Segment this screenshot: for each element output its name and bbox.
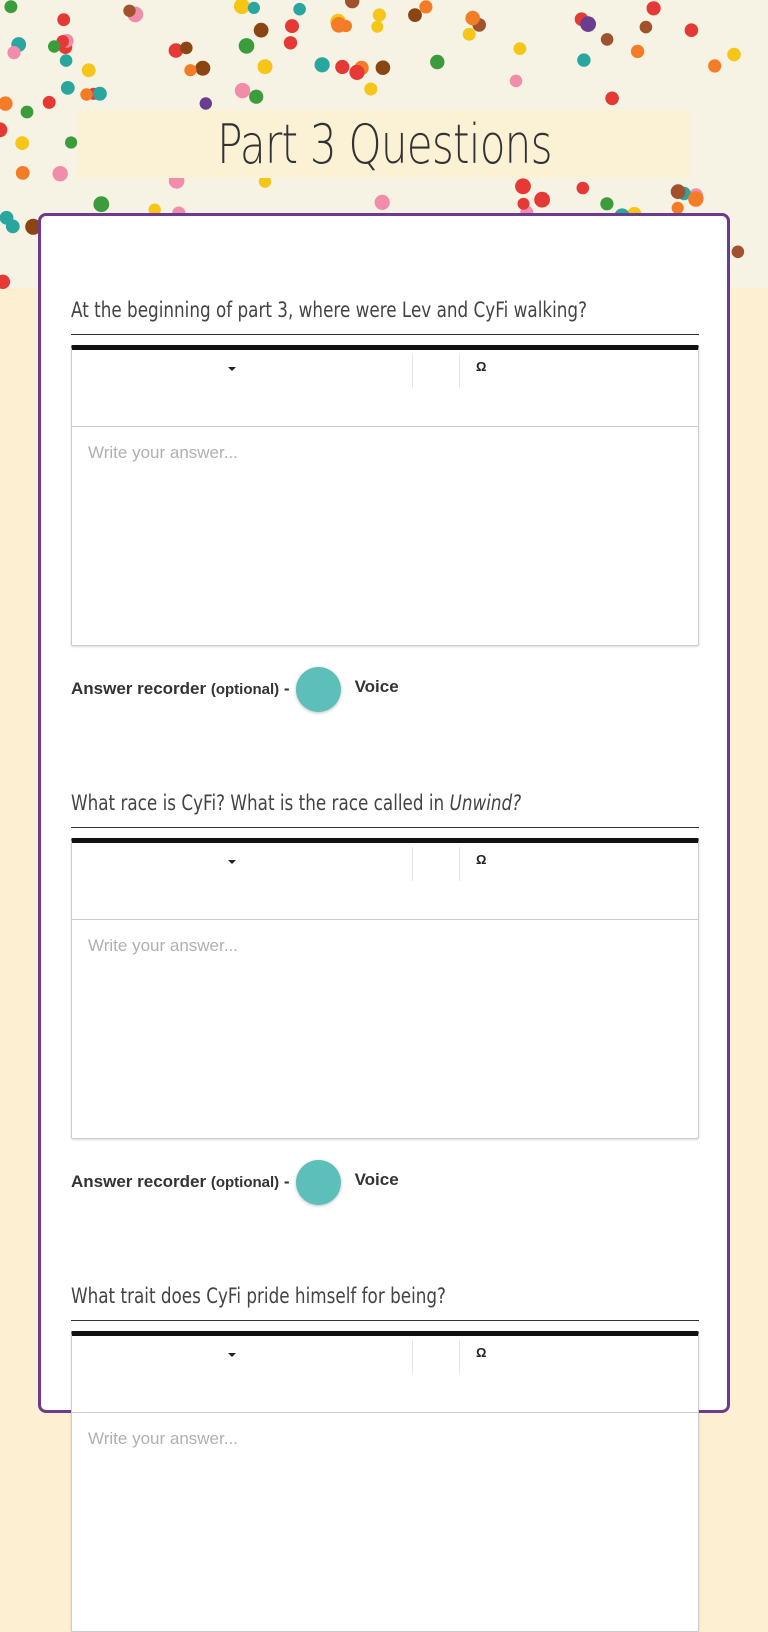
confetti-dot: [239, 38, 255, 54]
confetti-dot: [7, 46, 20, 59]
confetti-dot: [57, 13, 70, 26]
toolbar-divider: [412, 1340, 413, 1374]
answer-editor: [71, 838, 699, 1139]
confetti-dot: [419, 0, 432, 13]
confetti-dot: [577, 182, 590, 195]
confetti-dot: [43, 96, 56, 109]
confetti-dot: [600, 197, 613, 210]
confetti-dot: [430, 55, 444, 69]
answer-editor: [71, 345, 699, 646]
confetti-dot: [465, 11, 480, 26]
confetti-dot: [6, 220, 20, 234]
question-divider: [71, 1320, 699, 1321]
confetti-dot: [195, 61, 210, 76]
confetti-dot: [61, 81, 75, 95]
font-dropdown-icon[interactable]: [228, 367, 236, 371]
confetti-dot: [708, 59, 721, 72]
confetti-dot: [15, 136, 29, 150]
confetti-dot: [93, 196, 109, 212]
recorder-label: Answer recorder (optional) -: [71, 679, 290, 698]
editor-toolbar: [72, 1336, 698, 1413]
confetti-dot: [331, 17, 347, 33]
confetti-dot: [60, 54, 73, 67]
toolbar-divider: [412, 847, 413, 881]
editor-toolbar: [72, 843, 698, 920]
question-divider: [71, 334, 699, 335]
special-character-icon[interactable]: Ω: [476, 359, 487, 374]
confetti-dot: [285, 19, 299, 33]
confetti-dot: [335, 60, 349, 74]
question-divider: [71, 827, 699, 828]
question-text: What trait does CyFi pride himself for being?: [71, 1284, 446, 1308]
question-2: [71, 786, 699, 1205]
special-character-icon[interactable]: Ω: [476, 1345, 487, 1360]
voice-label: Voice: [354, 1170, 399, 1189]
confetti-dot: [235, 83, 250, 98]
answer-editor: [71, 1331, 699, 1632]
confetti-dot: [727, 48, 741, 62]
confetti-dot: [364, 83, 377, 96]
confetti-dot: [80, 88, 92, 100]
recorder-label: Answer recorder (optional) -: [71, 1172, 290, 1191]
answer-input[interactable]: Write your answer...: [88, 443, 238, 462]
special-character-icon[interactable]: Ω: [476, 852, 487, 867]
confetti-dot: [93, 87, 107, 101]
confetti-dot: [345, 0, 359, 8]
confetti-dot: [647, 1, 661, 15]
confetti-dot: [349, 65, 364, 80]
toolbar-divider: [459, 847, 460, 881]
confetti-dot: [631, 45, 644, 58]
confetti-dot: [375, 195, 390, 210]
confetti-dot: [184, 64, 196, 76]
confetti-dot: [688, 191, 703, 206]
toolbar-divider: [459, 354, 460, 388]
toolbar-divider: [412, 354, 413, 388]
confetti-dot: [16, 166, 30, 180]
confetti-dot: [0, 96, 13, 110]
confetti-dot: [21, 106, 34, 119]
toolbar-divider: [459, 1340, 460, 1374]
answer-input[interactable]: Write your answer...: [88, 1429, 238, 1448]
font-dropdown-icon[interactable]: [228, 1353, 236, 1357]
confetti-dot: [376, 60, 391, 75]
confetti-dot: [249, 90, 263, 104]
confetti-dot: [0, 122, 7, 137]
confetti-dot: [0, 275, 10, 289]
confetti-dot: [284, 36, 297, 49]
confetti-dot: [48, 40, 60, 52]
question-1: [71, 293, 699, 712]
confetti-dot: [601, 33, 614, 46]
voice-label: Voice: [354, 677, 399, 696]
confetti-dot: [515, 178, 531, 194]
question-3: [71, 1279, 699, 1632]
answer-recorder: [71, 666, 699, 712]
question-text: What race is CyFi? What is the race called in Unwind?: [71, 791, 522, 815]
confetti-dot: [123, 5, 135, 17]
confetti-dot: [258, 59, 273, 74]
confetti-dot: [518, 198, 530, 210]
record-button[interactable]: [296, 1160, 341, 1205]
confetti-dot: [82, 63, 96, 77]
confetti-dot: [254, 23, 269, 38]
confetti-dot: [671, 184, 686, 199]
confetti-dot: [463, 28, 476, 41]
confetti-dot: [248, 2, 260, 14]
question-text: At the beginning of part 3, where were Lev and CyFi walking?: [71, 298, 587, 322]
confetti-dot: [514, 42, 527, 55]
confetti-dot: [577, 53, 590, 66]
confetti-dot: [580, 16, 596, 32]
font-dropdown-icon[interactable]: [228, 860, 236, 864]
confetti-dot: [732, 246, 745, 259]
confetti-dot: [180, 42, 193, 55]
answer-recorder: [71, 1159, 699, 1205]
title-box: [78, 110, 690, 178]
confetti-dot: [53, 166, 68, 181]
confetti-dot: [65, 136, 77, 148]
confetti-dot: [408, 8, 422, 22]
confetti-dot: [605, 92, 619, 106]
confetti-dot: [315, 57, 330, 72]
answer-input[interactable]: Write your answer...: [88, 936, 238, 955]
worksheet-card: [38, 213, 730, 1448]
confetti-dot: [4, 0, 17, 13]
confetti-dot: [510, 75, 523, 88]
confetti-dot: [293, 3, 306, 16]
confetti-dot: [200, 97, 212, 109]
page-title: Part 3 Questions: [216, 112, 552, 176]
confetti-dot: [534, 192, 550, 208]
confetti-dot: [234, 0, 250, 14]
record-button[interactable]: [296, 667, 341, 712]
confetti-dot: [685, 23, 699, 37]
confetti-dot: [640, 21, 653, 34]
confetti-dot: [373, 8, 386, 21]
editor-toolbar: [72, 350, 698, 427]
confetti-dot: [371, 21, 383, 33]
